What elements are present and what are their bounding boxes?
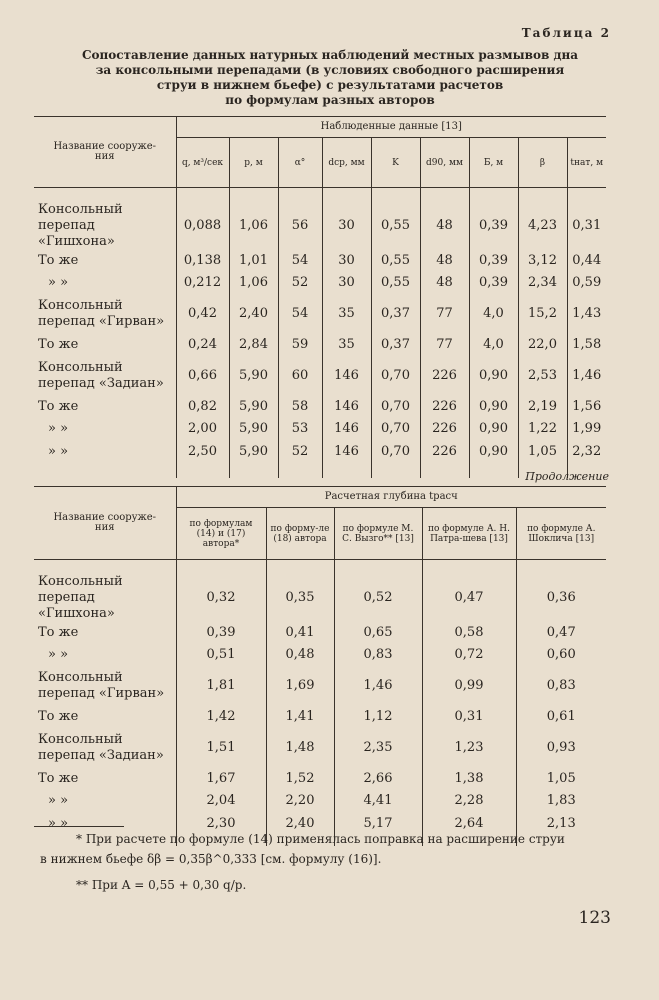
column-header: dср, мм — [322, 138, 371, 188]
footnote-1-cont: в нижнем бьефе δβ = 0,35β^0,333 [см. формулу (16)]. — [40, 852, 382, 866]
cell: 0,39 — [469, 202, 518, 250]
row-name: » » — [48, 646, 69, 662]
cell: 0,66 — [176, 356, 229, 396]
cell: 0,36 — [516, 574, 606, 622]
cell: 2,40 — [266, 812, 334, 836]
cell: 226 — [420, 440, 469, 464]
cell: 0,52 — [334, 574, 422, 622]
cell: 48 — [420, 272, 469, 294]
cell: 1,46 — [567, 356, 606, 396]
row-name: Консольный перепад «Гирван» — [38, 669, 165, 701]
column-header: по формуле А. Шоклича [13] — [516, 508, 606, 560]
cell: 2,20 — [266, 790, 334, 812]
table-caption — [60, 48, 600, 108]
cell: 2,32 — [567, 440, 606, 464]
cell: 0,55 — [371, 250, 420, 272]
cell: 1,43 — [567, 294, 606, 334]
row-name: То же — [38, 398, 79, 414]
cell: 0,37 — [371, 294, 420, 334]
cell: 1,46 — [334, 666, 422, 706]
cell: 0,90 — [469, 440, 518, 464]
cell: 2,04 — [176, 790, 266, 812]
cell: 0,59 — [567, 272, 606, 294]
cell: 0,39 — [469, 272, 518, 294]
table-row — [34, 728, 606, 768]
cell: 0,70 — [371, 396, 420, 418]
name-header: Название сооруже-ния — [34, 487, 176, 560]
table-row — [34, 272, 606, 294]
cell: 2,64 — [422, 812, 516, 836]
cell: 1,06 — [229, 272, 278, 294]
cell: 2,13 — [516, 812, 606, 836]
row-name: То же — [38, 336, 79, 352]
cell: 2,66 — [334, 768, 422, 790]
cell: 5,90 — [229, 418, 278, 440]
cell: 1,12 — [334, 706, 422, 728]
cell: 1,81 — [176, 666, 266, 706]
cell: 146 — [322, 396, 371, 418]
cell: 0,35 — [266, 574, 334, 622]
cell: 1,52 — [266, 768, 334, 790]
footnote-divider — [34, 826, 124, 827]
cell: 226 — [420, 356, 469, 396]
observed-data-table — [34, 116, 606, 478]
cell: 0,70 — [371, 440, 420, 464]
cell: 1,05 — [516, 768, 606, 790]
cell: 1,06 — [229, 202, 278, 250]
cell: 77 — [420, 334, 469, 356]
cell: 0,32 — [176, 574, 266, 622]
row-name: То же — [38, 770, 79, 786]
name-header: Название сооруже-ния — [34, 117, 176, 188]
observed-group-header: Наблюденные данные [13] — [176, 117, 606, 138]
cell: 1,48 — [266, 728, 334, 768]
calculated-depth-table — [34, 486, 606, 846]
caption-line: за консольными перепадами (в условиях свободного расширения — [95, 63, 565, 77]
cell: 54 — [278, 250, 322, 272]
cell: 1,22 — [518, 418, 567, 440]
column-header: по формуле А. Н. Патра-шева [13] — [422, 508, 516, 560]
column-header: tнат, м — [567, 138, 606, 188]
cell: 0,65 — [334, 622, 422, 644]
cell: 0,70 — [371, 356, 420, 396]
cell: 30 — [322, 272, 371, 294]
table-row — [34, 334, 606, 356]
cell: 1,23 — [422, 728, 516, 768]
calculated-group-header: Расчетная глубина tрасч — [176, 487, 606, 508]
cell: 1,99 — [567, 418, 606, 440]
cell: 0,212 — [176, 272, 229, 294]
table-row — [34, 666, 606, 706]
row-name: Консольный перепад «Задиан» — [38, 359, 164, 391]
table-row — [34, 250, 606, 272]
cell: 0,70 — [371, 418, 420, 440]
cell: 4,0 — [469, 294, 518, 334]
cell: 5,90 — [229, 356, 278, 396]
row-name: То же — [38, 624, 79, 640]
cell: 1,05 — [518, 440, 567, 464]
cell: 1,38 — [422, 768, 516, 790]
column-header: по формулам (14) и (17) автора* — [176, 508, 266, 560]
cell: 5,90 — [229, 396, 278, 418]
table-row — [34, 622, 606, 644]
cell: 0,99 — [422, 666, 516, 706]
cell: 0,90 — [469, 356, 518, 396]
cell: 0,83 — [334, 644, 422, 666]
cell: 35 — [322, 294, 371, 334]
cell: 30 — [322, 202, 371, 250]
cell: 35 — [322, 334, 371, 356]
cell: 226 — [420, 418, 469, 440]
cell: 1,01 — [229, 250, 278, 272]
cell: 4,23 — [518, 202, 567, 250]
column-header: по формуле М. С. Вызго** [13] — [334, 508, 422, 560]
cell: 2,53 — [518, 356, 567, 396]
column-header: K — [371, 138, 420, 188]
cell: 77 — [420, 294, 469, 334]
column-header: по форму-ле (18) автора — [266, 508, 334, 560]
cell: 5,17 — [334, 812, 422, 836]
cell: 2,50 — [176, 440, 229, 464]
cell: 0,47 — [422, 574, 516, 622]
row-name: Консольный перепад «Гирван» — [38, 297, 165, 329]
cell: 0,48 — [266, 644, 334, 666]
cell: 146 — [322, 418, 371, 440]
cell: 0,39 — [176, 622, 266, 644]
continuation-label: Продолжение — [525, 470, 609, 483]
cell: 0,90 — [469, 418, 518, 440]
cell: 0,42 — [176, 294, 229, 334]
cell: 2,34 — [518, 272, 567, 294]
cell: 0,37 — [371, 334, 420, 356]
cell: 0,90 — [469, 396, 518, 418]
caption-line: струи в нижнем бьефе) с результатами расчетов — [156, 78, 504, 92]
column-header: d90, мм — [420, 138, 469, 188]
row-name: » » — [48, 815, 69, 831]
cell: 2,84 — [229, 334, 278, 356]
cell: 0,41 — [266, 622, 334, 644]
table-row — [34, 418, 606, 440]
cell: 0,44 — [567, 250, 606, 272]
table-row — [34, 574, 606, 622]
table-row — [34, 768, 606, 790]
cell: 0,60 — [516, 644, 606, 666]
page-number: 123 — [578, 908, 611, 928]
cell: 1,69 — [266, 666, 334, 706]
footnote-2: ** При A = 0,55 + 0,30 q/p. — [76, 878, 247, 892]
cell: 0,51 — [176, 644, 266, 666]
row-name: То же — [38, 252, 79, 268]
cell: 146 — [322, 356, 371, 396]
table-row — [34, 202, 606, 250]
cell: 0,088 — [176, 202, 229, 250]
cell: 52 — [278, 440, 322, 464]
cell: 0,55 — [371, 272, 420, 294]
cell: 48 — [420, 202, 469, 250]
row-name: То же — [38, 708, 79, 724]
cell: 2,28 — [422, 790, 516, 812]
table-row — [34, 396, 606, 418]
row-name: » » — [48, 274, 69, 290]
cell: 0,93 — [516, 728, 606, 768]
cell: 15,2 — [518, 294, 567, 334]
row-name: Консольный перепад «Гишхона» — [38, 201, 123, 249]
cell: 59 — [278, 334, 322, 356]
column-header: Б, м — [469, 138, 518, 188]
cell: 0,24 — [176, 334, 229, 356]
caption-line: Сопоставление данных натурных наблюдений местных размывов дна — [81, 48, 579, 62]
cell: 1,42 — [176, 706, 266, 728]
cell: 22,0 — [518, 334, 567, 356]
cell: 48 — [420, 250, 469, 272]
cell: 0,31 — [422, 706, 516, 728]
cell: 1,67 — [176, 768, 266, 790]
row-name: » » — [48, 792, 69, 808]
row-name: Консольный перепад «Гишхона» — [38, 573, 123, 621]
table-row — [34, 440, 606, 464]
cell: 3,12 — [518, 250, 567, 272]
cell: 0,82 — [176, 396, 229, 418]
cell: 54 — [278, 294, 322, 334]
cell: 0,31 — [567, 202, 606, 250]
cell: 0,61 — [516, 706, 606, 728]
column-header: α° — [278, 138, 322, 188]
column-header: p, м — [229, 138, 278, 188]
table-row — [34, 790, 606, 812]
cell: 1,83 — [516, 790, 606, 812]
table-row — [34, 356, 606, 396]
row-name: » » — [48, 443, 69, 459]
cell: 60 — [278, 356, 322, 396]
table-row — [34, 294, 606, 334]
cell: 0,72 — [422, 644, 516, 666]
cell: 4,41 — [334, 790, 422, 812]
column-header: q, м³/сек — [176, 138, 229, 188]
cell: 1,58 — [567, 334, 606, 356]
cell: 56 — [278, 202, 322, 250]
cell: 5,90 — [229, 440, 278, 464]
cell: 146 — [322, 440, 371, 464]
cell: 1,56 — [567, 396, 606, 418]
cell: 1,51 — [176, 728, 266, 768]
cell: 2,00 — [176, 418, 229, 440]
cell: 4,0 — [469, 334, 518, 356]
cell: 53 — [278, 418, 322, 440]
cell: 1,41 — [266, 706, 334, 728]
cell: 2,19 — [518, 396, 567, 418]
row-name: » » — [48, 420, 69, 436]
row-name: Консольный перепад «Задиан» — [38, 731, 164, 763]
cell: 0,55 — [371, 202, 420, 250]
column-header: β — [518, 138, 567, 188]
cell: 2,40 — [229, 294, 278, 334]
table-row — [34, 644, 606, 666]
cell: 226 — [420, 396, 469, 418]
table-label: Таблица 2 — [521, 26, 611, 40]
cell: 0,58 — [422, 622, 516, 644]
cell: 0,39 — [469, 250, 518, 272]
cell: 30 — [322, 250, 371, 272]
cell: 0,83 — [516, 666, 606, 706]
table-row — [34, 706, 606, 728]
cell: 2,35 — [334, 728, 422, 768]
footnote-1: * При расчете по формуле (14) применялась поправка на расширение струи — [76, 832, 565, 846]
cell: 2,30 — [176, 812, 266, 836]
caption-line: по формулам разных авторов — [225, 93, 435, 107]
cell: 0,47 — [516, 622, 606, 644]
cell: 0,138 — [176, 250, 229, 272]
cell: 52 — [278, 272, 322, 294]
cell: 58 — [278, 396, 322, 418]
